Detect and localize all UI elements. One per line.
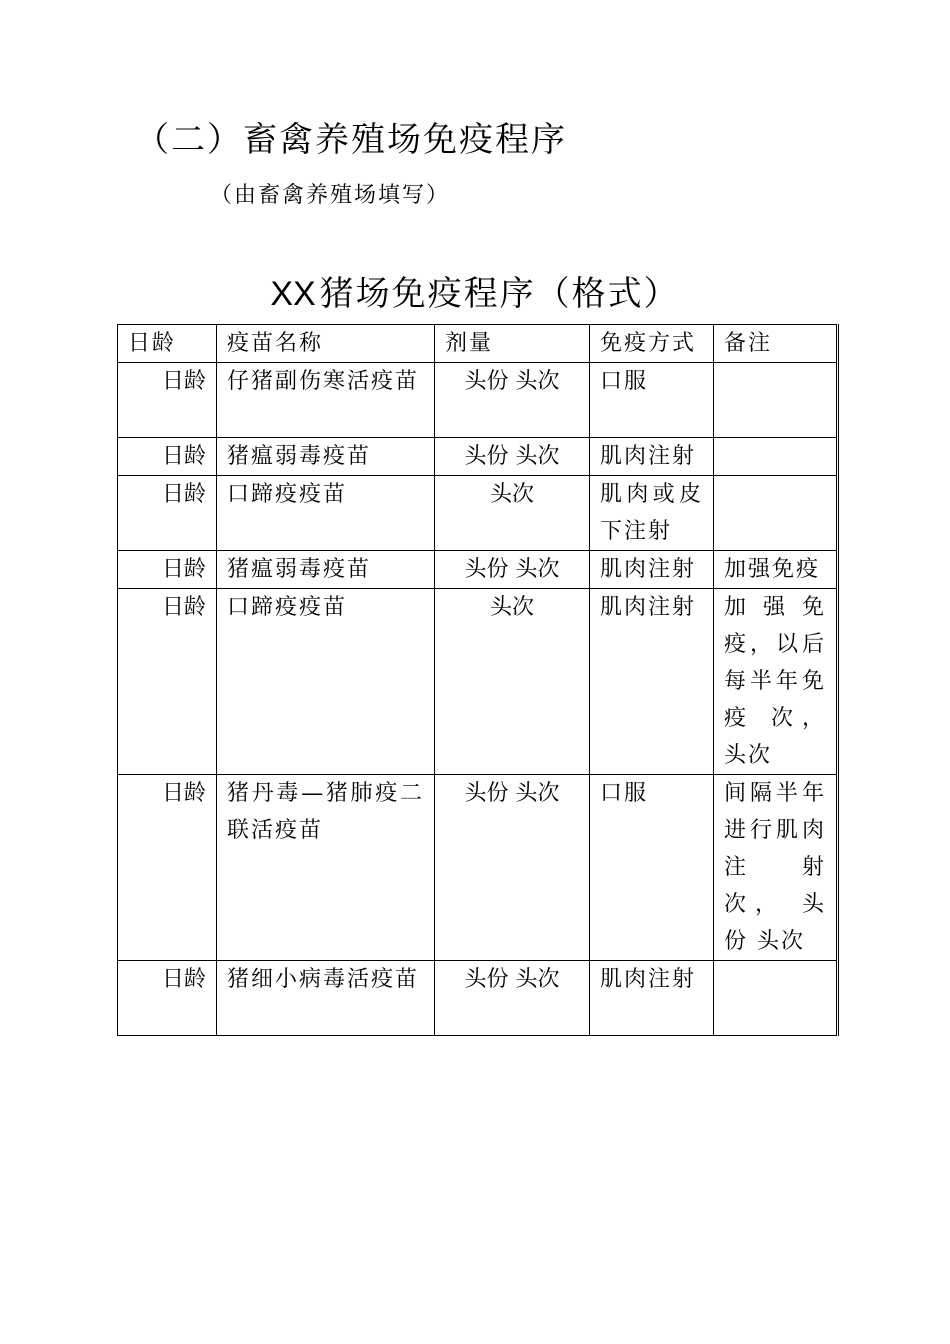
cell-method: 肌肉注射 [590,589,714,775]
cell-dose: 头次 [435,476,590,551]
table-row [118,438,838,476]
cell-dose: 头次 [435,589,590,775]
cell-vaccine: 猪瘟弱毒疫苗 [217,438,435,476]
cell-age: 日龄 [118,363,217,438]
cell-age: 日龄 [118,551,217,589]
cell-age: 日龄 [118,589,217,775]
cell-method: 肌肉注射 [590,961,714,1036]
cell-note: 加强免疫 [714,551,838,589]
cell-note [714,961,838,1036]
cell-vaccine: 口蹄疫疫苗 [217,589,435,775]
cell-method: 肌肉注射 [590,438,714,476]
cell-dose: 头份 头次 [435,363,590,438]
document-title [0,266,950,315]
cell-dose: 头份 头次 [435,551,590,589]
cell-vaccine: 口蹄疫疫苗 [217,476,435,551]
cell-vaccine: 猪丹毒—猪肺疫二联活疫苗 [217,775,435,961]
cell-vaccine: 猪细小病毒活疫苗 [217,961,435,1036]
header-age: 日龄 [118,325,217,363]
cell-method: 肌肉或皮下注射 [590,476,714,551]
cell-note [714,363,838,438]
table-row [118,961,838,1036]
header-vaccine: 疫苗名称 [217,325,435,363]
cell-age: 日龄 [118,961,217,1036]
cell-age: 日龄 [118,476,217,551]
header-dose: 剂量 [435,325,590,363]
table-row [118,551,838,589]
document-title-prefix: XX [270,275,316,313]
cell-note: 加强免疫，以后每半年免疫 次， 头次 [714,589,838,775]
cell-vaccine: 猪瘟弱毒疫苗 [217,551,435,589]
cell-method: 口服 [590,363,714,438]
cell-method: 口服 [590,775,714,961]
immunization-table [117,324,839,1036]
cell-dose: 头份 头次 [435,438,590,476]
cell-age: 日龄 [118,775,217,961]
table-row [118,476,838,551]
cell-note [714,438,838,476]
cell-note [714,476,838,551]
header-method: 免疫方式 [590,325,714,363]
cell-vaccine: 仔猪副伤寒活疫苗 [217,363,435,438]
table-row [118,775,838,961]
cell-note: 间隔半年进行肌肉注射 次， 头份 头次 [714,775,838,961]
section-heading: （二）畜禽养殖场免疫程序 [135,120,567,160]
table-row [118,363,838,438]
document-title-text: 猪场免疫程序（格式） [319,274,680,314]
header-note: 备注 [714,325,838,363]
cell-dose: 头份 头次 [435,961,590,1036]
cell-method: 肌肉注射 [590,551,714,589]
cell-age: 日龄 [118,438,217,476]
section-subheading: （由畜禽养殖场填写） [210,183,451,208]
cell-dose: 头份 头次 [435,775,590,961]
table-row [118,589,838,775]
table-header-row [118,325,838,363]
